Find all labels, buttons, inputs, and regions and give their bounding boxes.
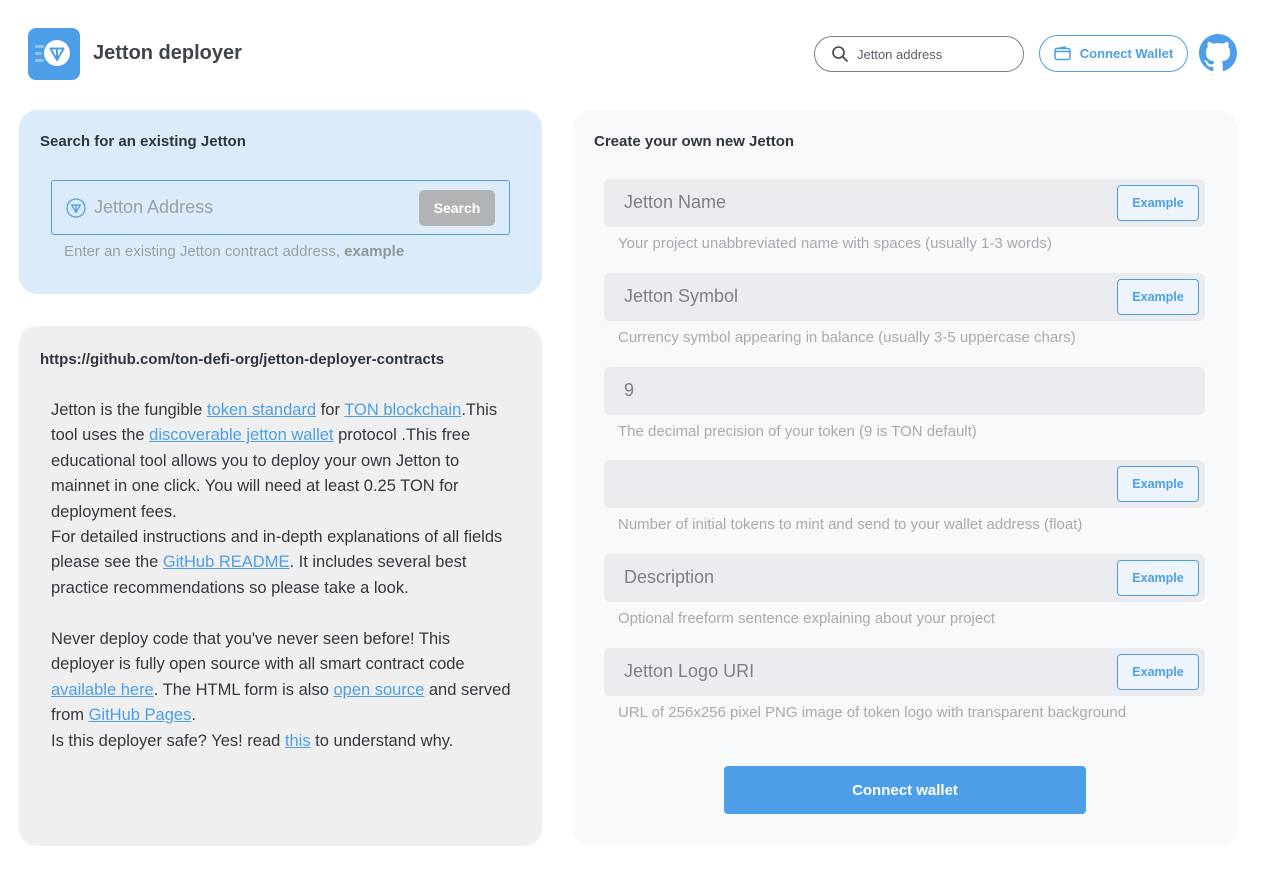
create-card-title: Create your own new Jetton xyxy=(594,133,795,150)
p1-text-1: Jetton is the fungible xyxy=(51,401,207,419)
decimals-value: 9 xyxy=(624,380,635,400)
decimals-helper: The decimal precision of your token (9 is TON default) xyxy=(618,423,977,440)
info-card xyxy=(19,326,542,846)
jetton-name-input[interactable] xyxy=(604,179,1205,227)
github-icon xyxy=(1199,34,1237,72)
wallet-icon xyxy=(1054,46,1071,61)
connect-wallet-label: Connect Wallet xyxy=(1079,46,1174,61)
app-title: Jetton deployer xyxy=(93,42,242,64)
ton-logo-icon xyxy=(28,28,80,80)
jetton-symbol-example-button[interactable]: Example xyxy=(1117,279,1199,315)
tokens-to-mint-helper: Number of initial tokens to mint and send to your wallet address (float) xyxy=(618,516,1083,533)
p4-text-2: to understand why. xyxy=(310,732,454,750)
search-helper-label: Enter an existing Jetton contract address, xyxy=(64,243,345,260)
description-placeholder: Description xyxy=(624,567,715,587)
tokens-to-mint-example-button[interactable]: Example xyxy=(1117,466,1199,502)
decimals-input[interactable] xyxy=(604,367,1205,415)
jetton-name-example-button[interactable]: Example xyxy=(1117,185,1199,221)
p3-text-2: . The HTML form is also xyxy=(153,680,334,699)
search-card-title: Search for an existing Jetton xyxy=(40,133,246,150)
jetton-address-placeholder: Jetton Address xyxy=(94,197,214,217)
p4-text-1: Is this deployer safe? Yes! read xyxy=(51,732,285,750)
p3-text-4: . xyxy=(191,706,196,725)
logo-uri-example-button[interactable]: Example xyxy=(1117,654,1199,690)
intro-paragraph xyxy=(51,398,513,525)
header-search-input[interactable] xyxy=(814,36,1024,72)
jetton-name-placeholder: Jetton Name xyxy=(624,192,727,212)
search-button[interactable]: Search xyxy=(419,190,495,226)
safety-paragraph xyxy=(51,729,513,754)
ton-diamond-icon xyxy=(66,198,86,218)
example-link[interactable]: example xyxy=(344,243,405,260)
this-link[interactable]: this xyxy=(284,732,311,750)
instructions-paragraph xyxy=(51,525,513,601)
search-jetton-card xyxy=(19,110,542,294)
logo-uri-input[interactable] xyxy=(604,648,1205,696)
jetton-name-helper: Your project unabbreviated name with spaces (usually 1-3 words) xyxy=(618,235,1052,252)
jetton-symbol-placeholder: Jetton Symbol xyxy=(624,286,739,306)
ton-blockchain-link[interactable]: TON blockchain xyxy=(344,401,462,419)
tokens-to-mint-input[interactable] xyxy=(604,460,1205,508)
search-helper-text xyxy=(64,243,404,260)
description-input[interactable] xyxy=(604,554,1205,602)
p2-text-2: . It includes several best practice recommendations so please take a look. xyxy=(51,553,467,597)
discoverable-jetton-wallet-link[interactable]: discoverable jetton wallet xyxy=(149,426,334,445)
available-here-link[interactable]: available here xyxy=(51,680,154,699)
connect-wallet-button[interactable] xyxy=(1039,35,1188,72)
p2-text-1: For detailed instructions and in-depth explanations of all fields please see the xyxy=(51,528,503,572)
description-helper: Optional freeform sentence explaining about your project xyxy=(618,610,995,627)
logo-uri-placeholder: Jetton Logo URI xyxy=(624,661,755,681)
app-logo[interactable] xyxy=(28,28,80,80)
p1-text-4: protocol .This free educational tool allows you to deploy your own Jetton to mainnet in one click. You will need at least 0.25 TON for deployment fees. xyxy=(51,426,471,521)
create-jetton-card xyxy=(573,110,1237,846)
p3-text-1: Never deploy code that you've never seen before! This deployer is fully open source with all smart contract code xyxy=(51,630,465,674)
p1-text-2: for xyxy=(316,401,345,419)
header-search-placeholder: Jetton address xyxy=(857,46,943,62)
open-source-link[interactable]: open source xyxy=(333,680,425,699)
open-source-paragraph xyxy=(51,627,513,729)
token-standard-link[interactable]: token standard xyxy=(206,401,317,419)
jetton-symbol-input[interactable] xyxy=(604,273,1205,321)
github-readme-link[interactable]: GitHub README xyxy=(162,553,290,572)
jetton-address-input[interactable] xyxy=(51,180,510,235)
jetton-symbol-helper: Currency symbol appearing in balance (usually 3-5 uppercase chars) xyxy=(618,329,1076,346)
p1-text-3: .This tool uses the xyxy=(51,401,498,445)
connect-wallet-submit-button[interactable]: Connect wallet xyxy=(724,766,1086,814)
repo-link[interactable]: https://github.com/ton-defi-org/jetton-deployer-contracts xyxy=(40,351,445,368)
description-example-button[interactable]: Example xyxy=(1117,560,1199,596)
search-icon xyxy=(831,45,849,63)
github-link[interactable] xyxy=(1199,34,1237,72)
logo-uri-helper: URL of 256x256 pixel PNG image of token logo with transparent background xyxy=(618,704,1127,721)
github-pages-link[interactable]: GitHub Pages xyxy=(88,706,192,725)
p3-text-3: and served from xyxy=(51,680,511,725)
